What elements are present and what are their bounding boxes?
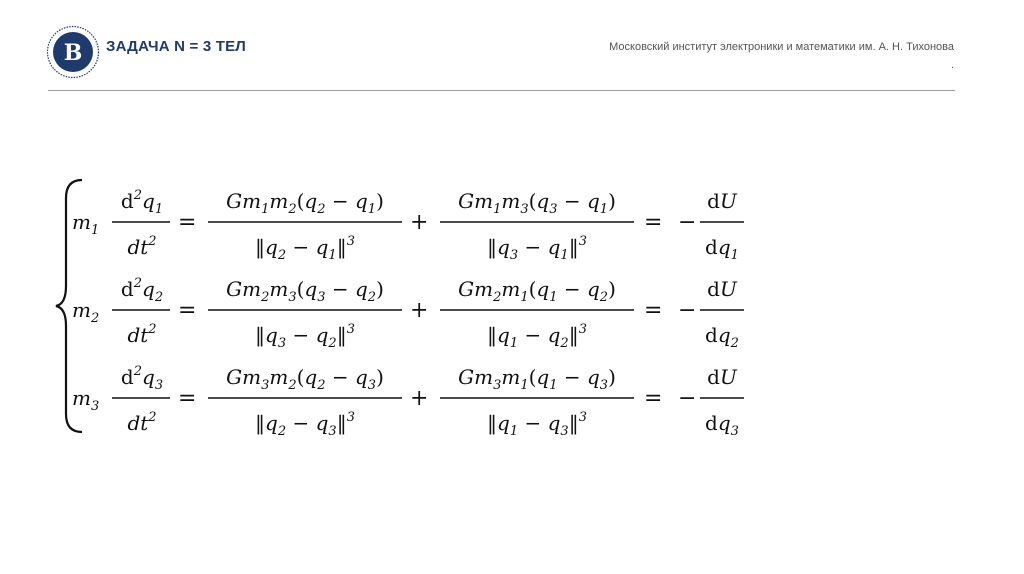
math-term: 2 xyxy=(317,202,326,217)
math-term: ( xyxy=(528,365,537,389)
math-term: ) xyxy=(376,365,384,389)
math-term: 1 xyxy=(154,202,164,217)
math-term: 1 xyxy=(520,290,529,305)
math-term: q xyxy=(354,365,368,389)
math-term: 2 xyxy=(560,336,569,351)
math-term: 1 xyxy=(90,223,100,238)
math-term: m xyxy=(72,210,91,234)
potential-numerator xyxy=(707,277,738,301)
math-term: q xyxy=(547,235,561,259)
math-term: ) xyxy=(608,189,616,213)
math-term: ‖ xyxy=(336,411,347,435)
force-numerator xyxy=(226,365,384,393)
math-term: ) xyxy=(608,277,616,301)
math-term: 2 xyxy=(367,290,377,305)
force-denominator xyxy=(255,322,355,351)
math-term: 3 xyxy=(549,202,558,217)
force-denominator xyxy=(255,410,355,439)
math-term: q xyxy=(586,277,600,301)
force-numerator xyxy=(226,277,384,305)
math-term: 2 xyxy=(261,290,270,305)
math-term: 1 xyxy=(560,248,569,263)
math-term: = xyxy=(644,298,663,323)
math-term: − xyxy=(518,411,548,435)
math-term: = xyxy=(644,386,663,411)
math-term: = xyxy=(178,298,197,323)
math-term: d xyxy=(120,365,134,389)
math-term: + xyxy=(410,298,429,323)
math-term: ‖ xyxy=(255,411,266,435)
math-term: − xyxy=(678,298,697,323)
math-term: 3 xyxy=(599,378,609,393)
math-term: 2 xyxy=(328,336,337,351)
math-term: q xyxy=(265,411,278,435)
math-term: − xyxy=(678,386,697,411)
math-term: = xyxy=(644,210,663,235)
math-term: m xyxy=(474,277,494,301)
math-term: U xyxy=(719,365,737,389)
math-term: 3 xyxy=(578,234,587,249)
force-denominator xyxy=(487,322,587,351)
equation-row xyxy=(72,276,744,351)
equals-sign xyxy=(644,210,662,235)
math-term: 1 xyxy=(367,202,377,217)
second-derivative-denominator xyxy=(127,410,156,435)
plus-sign xyxy=(410,210,428,235)
math-term: m xyxy=(501,189,521,213)
math-term: ‖ xyxy=(336,323,347,347)
equation-row xyxy=(72,188,744,263)
math-term: d xyxy=(120,189,134,213)
math-term: q xyxy=(586,365,600,389)
math-term: q xyxy=(142,277,155,301)
math-term: q xyxy=(304,365,318,389)
math-term: 3 xyxy=(509,248,519,263)
math-term: q xyxy=(717,235,731,259)
math-term: 3 xyxy=(346,322,355,337)
math-term: − xyxy=(325,189,355,213)
math-term: dt xyxy=(127,411,149,435)
math-term: q xyxy=(142,365,155,389)
math-term: q xyxy=(315,235,329,259)
math-term: q xyxy=(497,411,510,435)
math-term: 2 xyxy=(154,290,164,305)
math-term: 1 xyxy=(599,202,609,217)
math-term: − xyxy=(678,210,697,235)
force-numerator xyxy=(226,189,384,217)
math-term: ( xyxy=(296,277,305,301)
math-term: 2 xyxy=(599,290,609,305)
math-term: 2 xyxy=(133,276,142,291)
equals-sign xyxy=(178,298,196,323)
math-term: q xyxy=(536,365,550,389)
math-term: − xyxy=(518,235,548,259)
math-term: ‖ xyxy=(487,235,498,259)
math-term: ‖ xyxy=(487,411,498,435)
math-term: q xyxy=(304,189,318,213)
math-term: ‖ xyxy=(336,235,347,259)
math-term: m xyxy=(269,365,289,389)
math-term: 3 xyxy=(288,290,297,305)
page-title: ЗАДАЧА N = 3 ТЕЛ xyxy=(106,38,247,55)
minus-sign xyxy=(678,386,696,411)
math-term: − xyxy=(286,323,316,347)
math-term: 1 xyxy=(261,202,270,217)
math-term: q xyxy=(354,277,368,301)
math-term: 2 xyxy=(277,248,287,263)
logo-letter: В xyxy=(63,40,83,66)
math-term: m xyxy=(269,277,289,301)
math-term: q xyxy=(265,235,278,259)
math-term: ‖ xyxy=(487,323,498,347)
second-derivative-denominator xyxy=(127,234,156,259)
math-term: m xyxy=(242,277,262,301)
math-term: d xyxy=(707,365,720,389)
math-term: dt xyxy=(127,235,149,259)
plus-sign xyxy=(410,298,428,323)
math-term: 2 xyxy=(317,378,326,393)
math-term: − xyxy=(557,189,587,213)
institute-name-text: Московский институт электроники и математики им. А. Н. Тихонова xyxy=(609,41,954,53)
equals-sign xyxy=(644,298,662,323)
math-term: q xyxy=(304,277,318,301)
math-term: 2 xyxy=(90,311,100,326)
math-term: m xyxy=(242,365,262,389)
potential-denominator xyxy=(705,323,739,351)
math-term: m xyxy=(269,189,289,213)
equals-sign xyxy=(644,386,662,411)
force-denominator xyxy=(255,234,355,263)
minus-sign xyxy=(678,298,696,323)
math-term: 1 xyxy=(730,248,739,263)
force-numerator xyxy=(458,189,616,217)
equals-sign xyxy=(178,210,196,235)
math-term: G xyxy=(458,365,475,389)
math-term: + xyxy=(410,386,429,411)
math-term: ‖ xyxy=(568,235,579,259)
math-term: ‖ xyxy=(568,323,579,347)
math-term: 3 xyxy=(578,410,587,425)
potential-denominator xyxy=(705,411,739,439)
math-term: ) xyxy=(608,365,616,389)
math-term: 2 xyxy=(288,378,297,393)
math-term: q xyxy=(536,189,550,213)
force-numerator xyxy=(458,365,616,393)
math-term: q xyxy=(265,323,278,347)
math-term: ( xyxy=(528,277,537,301)
math-term: ( xyxy=(296,365,305,389)
math-term: ( xyxy=(296,189,305,213)
math-term: 2 xyxy=(148,410,157,425)
math-term: − xyxy=(325,277,355,301)
math-term: 1 xyxy=(549,290,558,305)
math-term: − xyxy=(325,365,355,389)
math-term: ( xyxy=(528,189,537,213)
math-term: 3 xyxy=(493,378,502,393)
math-term: 3 xyxy=(520,202,529,217)
math-term: ) xyxy=(376,189,384,213)
math-term: q xyxy=(497,235,510,259)
math-term: 3 xyxy=(90,399,100,414)
math-term: 2 xyxy=(493,290,502,305)
math-term: q xyxy=(354,189,368,213)
math-term: q xyxy=(547,411,561,435)
math-term: = xyxy=(178,210,197,235)
math-term: 3 xyxy=(578,322,587,337)
math-term: + xyxy=(410,210,429,235)
math-term: 1 xyxy=(509,424,519,439)
math-term: m xyxy=(72,386,91,410)
math-term: = xyxy=(178,386,197,411)
plus-sign xyxy=(410,386,428,411)
math-term: 2 xyxy=(288,202,297,217)
math-term: q xyxy=(536,277,550,301)
math-term: d xyxy=(707,189,720,213)
math-term: U xyxy=(719,189,737,213)
math-term: 1 xyxy=(509,336,519,351)
math-term: 3 xyxy=(367,378,377,393)
math-term: U xyxy=(719,277,737,301)
math-term: q xyxy=(586,189,600,213)
math-term: q xyxy=(497,323,510,347)
math-term: q xyxy=(547,323,561,347)
potential-numerator xyxy=(707,189,738,213)
math-term: d xyxy=(705,411,718,435)
math-term: 3 xyxy=(277,336,287,351)
math-term: 2 xyxy=(133,364,142,379)
math-term: G xyxy=(226,365,243,389)
math-term: 1 xyxy=(520,378,529,393)
math-term: 2 xyxy=(148,234,157,249)
math-term: 1 xyxy=(549,378,558,393)
math-term: ‖ xyxy=(568,411,579,435)
force-denominator xyxy=(487,234,587,263)
math-term: m xyxy=(72,298,91,322)
math-term: m xyxy=(474,365,494,389)
math-term: d xyxy=(705,323,718,347)
second-derivative-numerator xyxy=(121,188,163,217)
math-term: 3 xyxy=(328,424,337,439)
math-term: − xyxy=(518,323,548,347)
force-denominator xyxy=(487,410,587,439)
math-term: m xyxy=(501,277,521,301)
math-term: 1 xyxy=(328,248,337,263)
mass-term xyxy=(72,298,99,326)
math-term: − xyxy=(557,277,587,301)
math-term: 2 xyxy=(730,336,739,351)
math-term: q xyxy=(717,411,731,435)
minus-sign xyxy=(678,210,696,235)
math-term: 3 xyxy=(261,378,270,393)
math-term: ‖ xyxy=(255,323,266,347)
math-term: m xyxy=(474,189,494,213)
math-term: − xyxy=(286,411,316,435)
equation-row xyxy=(72,364,744,439)
math-term: m xyxy=(242,189,262,213)
math-term: 2 xyxy=(148,322,157,337)
math-term: d xyxy=(120,277,134,301)
math-term: q xyxy=(142,189,155,213)
math-term: 2 xyxy=(133,188,142,203)
math-term: 1 xyxy=(493,202,502,217)
equals-sign xyxy=(178,386,196,411)
math-term: 3 xyxy=(317,290,326,305)
math-term: 3 xyxy=(730,424,739,439)
math-term: m xyxy=(501,365,521,389)
math-term: − xyxy=(557,365,587,389)
math-term: G xyxy=(458,189,475,213)
math-term: ) xyxy=(376,277,384,301)
math-term: q xyxy=(315,323,329,347)
math-term: G xyxy=(226,189,243,213)
math-term: q xyxy=(717,323,731,347)
force-numerator xyxy=(458,277,616,305)
math-term: q xyxy=(315,411,329,435)
math-term: − xyxy=(286,235,316,259)
mass-term xyxy=(72,210,99,238)
math-term: 3 xyxy=(560,424,569,439)
math-term: d xyxy=(707,277,720,301)
second-derivative-numerator xyxy=(121,276,163,305)
math-term: 2 xyxy=(277,424,287,439)
second-derivative-denominator xyxy=(127,322,156,347)
potential-denominator xyxy=(705,235,739,263)
potential-numerator xyxy=(707,365,738,389)
mass-term xyxy=(72,386,99,414)
math-term: 3 xyxy=(346,234,355,249)
institute-dot: . xyxy=(950,59,954,71)
math-term: G xyxy=(226,277,243,301)
math-term: d xyxy=(705,235,718,259)
math-term: dt xyxy=(127,323,149,347)
math-term: 3 xyxy=(154,378,164,393)
math-term: ‖ xyxy=(255,235,266,259)
math-term: 3 xyxy=(346,410,355,425)
math-term: G xyxy=(458,277,475,301)
second-derivative-numerator xyxy=(121,364,163,393)
